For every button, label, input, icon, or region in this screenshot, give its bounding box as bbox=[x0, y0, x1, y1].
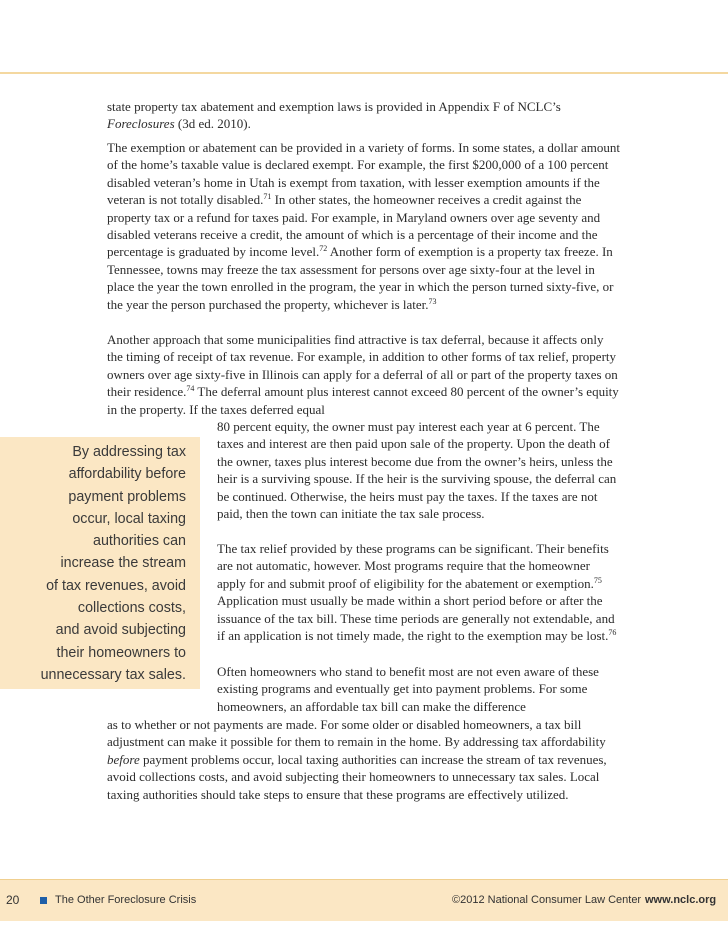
pull-quote-line: payment problems bbox=[68, 488, 186, 505]
pull-quote-line: occur, local taxing bbox=[72, 510, 186, 527]
pull-quote-line: By addressing tax bbox=[72, 444, 186, 460]
footnote-ref: 74 bbox=[186, 384, 195, 394]
continuation-paragraph: state property tax abatement and exemption laws is provided in Appendix F of NCLC’s Foreclosures (3d ed. 2010). bbox=[107, 99, 561, 132]
pull-quote-line: collections costs, bbox=[77, 600, 186, 617]
footer-rule bbox=[0, 879, 728, 880]
awareness-paragraph-cont: as to whether or not payments are made. For some older or disabled homeowners, a tax bill adjustment can make it possible for them to remain in the home. By addressing tax affordability before payment problems occur, local taxing authorities can increase the stream of tax revenues, avoid collections costs, and avoid subjecting their homeowners to unnecessary tax sales. Local taxing authorities should take steps to ensure that these programs are effectively utilized. bbox=[107, 717, 607, 802]
exemption-paragraph: The exemption or abatement can be provided in a variety of forms. In some states, a dollar amount of the home’s taxable value is declared exempt. For example, the first $200,000 of a 100 percent disabled veteran’s home in Utah is exempt from taxation, with lesser exemption amounts if the veteran is not totally disabled.$^{71}$ In other states, the homeowner receives a credit against the property tax or a refund for taxes paid. For example, in Maryland owners over age seventy and disabled veterans receive a credit, the amount of which is a percentage of their income and the percentage is graduated by income level.$^{72}$ Another form of exemption is a property tax freeze. In Tennessee, towns may freeze the tax assessment for persons over age sixty-four at the level in place the year the town enrolled in the program, the year in which the person turned sixty-five, or the year the person purchased the property, whichever is later.$^{73}$ bbox=[107, 140, 620, 312]
pull-quote-line: and avoid subjecting bbox=[55, 622, 186, 639]
copyright: ©2012 National Consumer Law Center bbox=[452, 894, 642, 906]
pull-quote-line: authorities can bbox=[93, 533, 186, 550]
pull-quote-line: their homeowners to bbox=[56, 644, 186, 661]
footnote-ref: 72 bbox=[319, 244, 328, 254]
page-number: 20 bbox=[6, 893, 20, 907]
pull-quote bbox=[0, 441, 186, 686]
footnote-ref: 76 bbox=[608, 628, 617, 638]
footnote-ref: 71 bbox=[263, 192, 272, 202]
footnote-ref: 75 bbox=[593, 575, 602, 585]
deferral-paragraph-cont: 80 percent equity, the owner must pay interest each year at 6 percent. The taxes and interest are then paid upon sale of the property. Upon the death of the owner, taxes plus interest become due from the owner’s heirs, unless the heir is a surviving spouse. If the heir is the surviving spouse, the deferral can be continued. Otherwise, the heirs must pay the taxes. If the taxes are not paid, then the town can initiate the tax sale process. bbox=[217, 419, 617, 522]
footnote-ref: 73 bbox=[428, 296, 437, 306]
relief-paragraph: The tax relief provided by these programs can be significant. Their benefits are not automatic, however. Most programs require that the homeowner apply for and submit proof of eligibility for the abatement or exemption.$^{75}$ Application must usually be made within a short period before or after the issuance of the tax bill. These time periods are generally not extendable, and if an application is not timely made, the right to the exemption may be lost.$^{76}$ bbox=[217, 541, 617, 644]
pull-quote-line: of tax revenues, avoid bbox=[46, 577, 186, 594]
deferral-paragraph: Another approach that some municipalities find attractive is tax deferral, because it affects only the timing of receipt of tax revenue. For example, in addition to other forms of tax relief, property owners over age sixty-five in Illinois can apply for a deferral of all or part of the property taxes on their residence.$^{74}$ The deferral amount plus interest cannot exceed 80 percent of the owner’s equity in the property. If the taxes deferred equal bbox=[107, 332, 619, 417]
awareness-paragraph: Often homeowners who stand to benefit most are not even aware of these existing programs and eventually get into payment problems. For some homeowners, an affordable tax bill can make the difference bbox=[217, 664, 599, 714]
publication-title: The Other Foreclosure Crisis bbox=[55, 894, 197, 906]
square-bullet-icon bbox=[40, 897, 47, 904]
pull-quote-line: increase the stream bbox=[60, 555, 186, 572]
website-link[interactable]: www.nclc.org bbox=[645, 894, 717, 906]
header-rule bbox=[0, 72, 728, 74]
pull-quote-line: affordability before bbox=[68, 466, 186, 483]
pull-quote-line: unnecessary tax sales. bbox=[40, 666, 186, 683]
